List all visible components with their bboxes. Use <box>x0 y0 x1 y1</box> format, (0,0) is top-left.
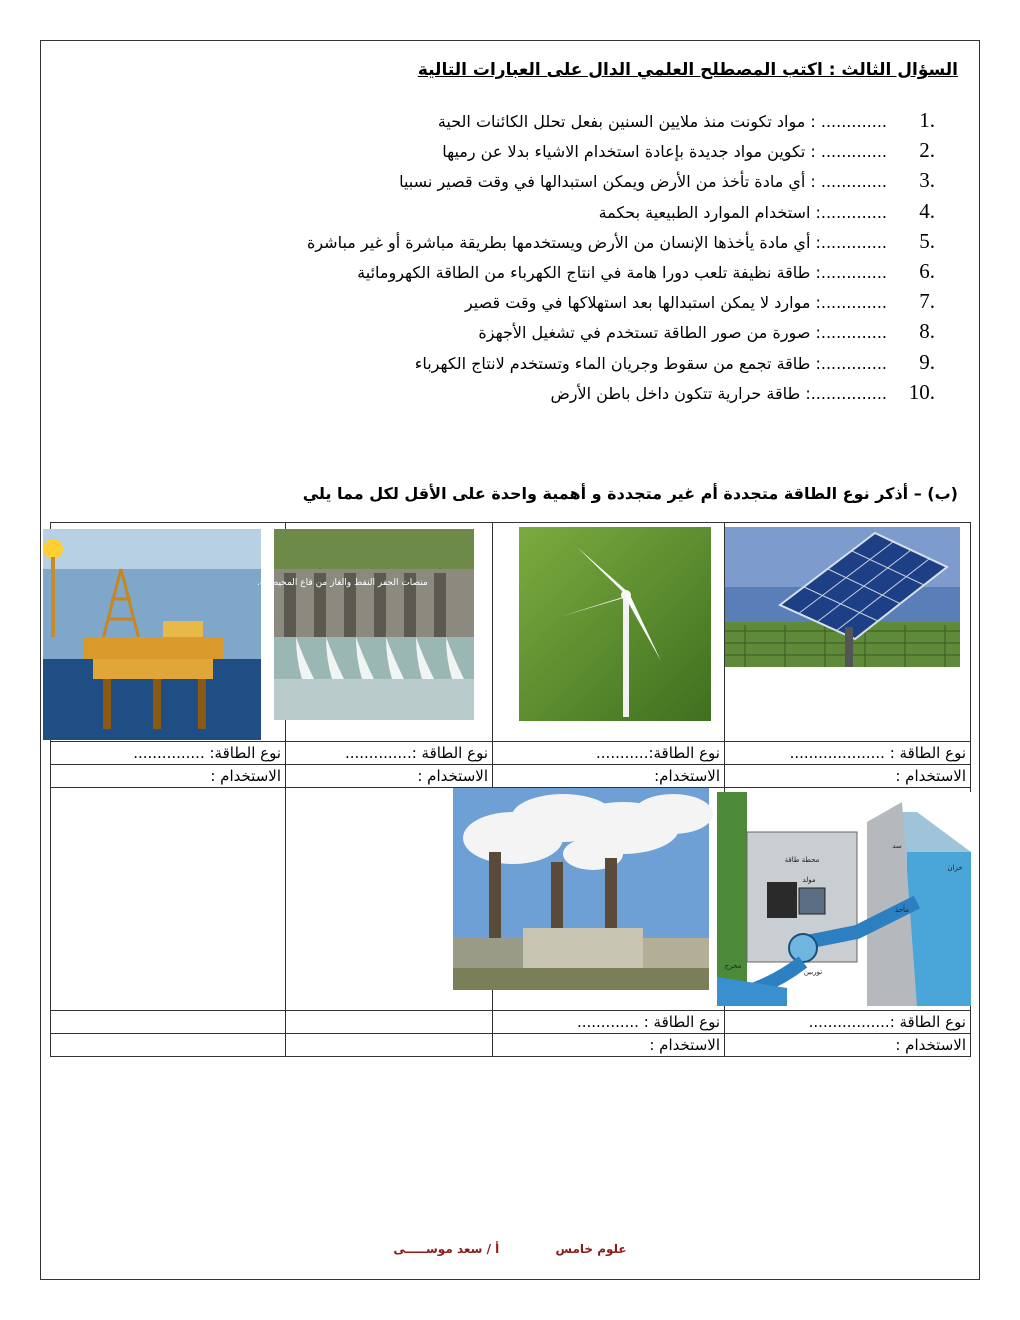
type-cell: نوع الطاقة :................. <box>725 1011 971 1034</box>
type-cell <box>51 1011 286 1034</box>
type-row <box>51 742 971 765</box>
cell-solar <box>725 523 971 742</box>
item-number: 3. <box>919 168 935 193</box>
type-cell: نوع الطاقة:........... <box>493 742 725 765</box>
cell-hydro-dam <box>286 523 493 742</box>
item-text: .............: طاقة تجمع من سقوط وجريان الماء وتستخدم لانتاج الكهرباء <box>414 353 887 373</box>
oil-rig-image <box>43 529 428 740</box>
item-number: 8. <box>919 319 935 344</box>
list-item <box>155 108 935 138</box>
item-number: 9. <box>919 349 935 374</box>
use-cell: الاستخدام : <box>51 765 286 788</box>
use-cell: الاستخدام: <box>493 765 725 788</box>
list-item <box>155 229 935 259</box>
list-item <box>155 259 935 289</box>
item-text: ............. : أي مادة تأخذ من الأرض ويمكن استبدالها في وقت قصير نسبيا <box>399 172 887 192</box>
type-cell <box>286 1011 493 1034</box>
item-number: 10. <box>908 379 935 404</box>
item-text: .............: طاقة نظيفة تلعب دورا هامة في انتاج الكهرباء من الطاقة الكهرومائية <box>357 262 887 282</box>
item-number: 1. <box>919 108 935 132</box>
use-cell <box>286 1034 493 1057</box>
item-number: 6. <box>919 258 935 283</box>
item-text: ...............: طاقة حرارية تتكون داخل باطن الأرض <box>550 383 887 403</box>
item-text: .............: صورة من صور الطاقة تستخدم في تشغيل الأجهزة <box>478 323 887 343</box>
oil-caption: منصات الحفر النفط والغاز من قاع المحيطات. <box>257 578 428 588</box>
item-number: 7. <box>919 289 935 314</box>
image-row <box>51 788 971 1011</box>
section-title: السؤال الثالث : اكتب المصطلح العلمي الدال على العبارات التالية <box>417 60 958 80</box>
use-cell: الاستخدام : <box>493 1034 725 1057</box>
image-row <box>51 523 971 742</box>
type-cell: نوع الطاقة : ............. <box>493 1011 725 1034</box>
hydro-dam-image <box>274 529 474 720</box>
list-item <box>155 289 935 319</box>
cell-wind <box>493 523 725 742</box>
list-item <box>155 380 935 410</box>
item-number: 4. <box>919 198 935 223</box>
footer-teacher: أ / سعد موســـــى <box>393 1242 500 1256</box>
cell-empty <box>51 788 286 1011</box>
cell-oil-rig <box>51 523 428 742</box>
use-row <box>51 1034 971 1057</box>
item-number: 5. <box>919 228 935 253</box>
part-b-title: (ب) – أذكر نوع الطاقة متجددة أم غير متجددة و أهمية واحدة على الأقل لكل مما يلي <box>302 484 958 503</box>
footer-subject: علوم خامس <box>555 1242 627 1256</box>
cell-dam-diagram <box>725 788 971 1011</box>
use-cell <box>51 1034 286 1057</box>
list-item <box>155 168 935 198</box>
item-number: 2. <box>919 138 935 163</box>
use-row <box>51 765 971 788</box>
type-cell: نوع الطاقة: ............... <box>51 742 286 765</box>
dam-label-turbine: توربين <box>803 968 823 976</box>
dam-label-outlet: مخرج <box>724 962 742 970</box>
dam-label-intake: مأخذ <box>895 906 909 914</box>
energy-table <box>50 522 971 1057</box>
footer <box>0 1242 1020 1256</box>
dam-label-reservoir: خزان <box>947 864 963 872</box>
type-cell: نوع الطاقة : .................... <box>725 742 971 765</box>
list-item <box>155 199 935 229</box>
item-text: .............: موارد لا يمكن استبدالها بعد استهلاكها في وقت قصير <box>464 293 887 313</box>
list-item <box>155 138 935 168</box>
list-item <box>155 350 935 380</box>
use-cell: الاستخدام : <box>725 765 971 788</box>
type-cell: نوع الطاقة :.............. <box>286 742 493 765</box>
type-row <box>51 1011 971 1034</box>
question-list <box>155 108 935 410</box>
item-text: ............. : تكوين مواد جديدة بإعادة استخدام الاشياء بدلا عن رميها <box>442 142 887 162</box>
dam-label-dam: سد <box>892 842 902 850</box>
list-item <box>155 319 935 349</box>
use-cell: الاستخدام : <box>286 765 493 788</box>
dam-label-station: محطة طاقة <box>784 856 820 864</box>
wind-turbine-image <box>519 527 711 721</box>
dam-label-generator: مولد <box>802 876 816 884</box>
item-text: ............. : مواد تكونت منذ ملايين السنين بفعل تحلل الكائنات الحية <box>437 112 887 131</box>
use-cell: الاستخدام : <box>725 1034 971 1057</box>
item-text: .............: استخدام الموارد الطبيعية بحكمة <box>598 202 887 222</box>
cell-power-plant <box>493 788 725 1011</box>
dam-diagram-image <box>717 792 971 1006</box>
solar-panel-image <box>725 527 960 667</box>
cell-empty <box>286 788 493 1011</box>
item-text: .............: أي مادة يأخذها الإنسان من الأرض ويستخدمها بطريقة مباشرة أو غير مباشرة <box>306 232 887 252</box>
